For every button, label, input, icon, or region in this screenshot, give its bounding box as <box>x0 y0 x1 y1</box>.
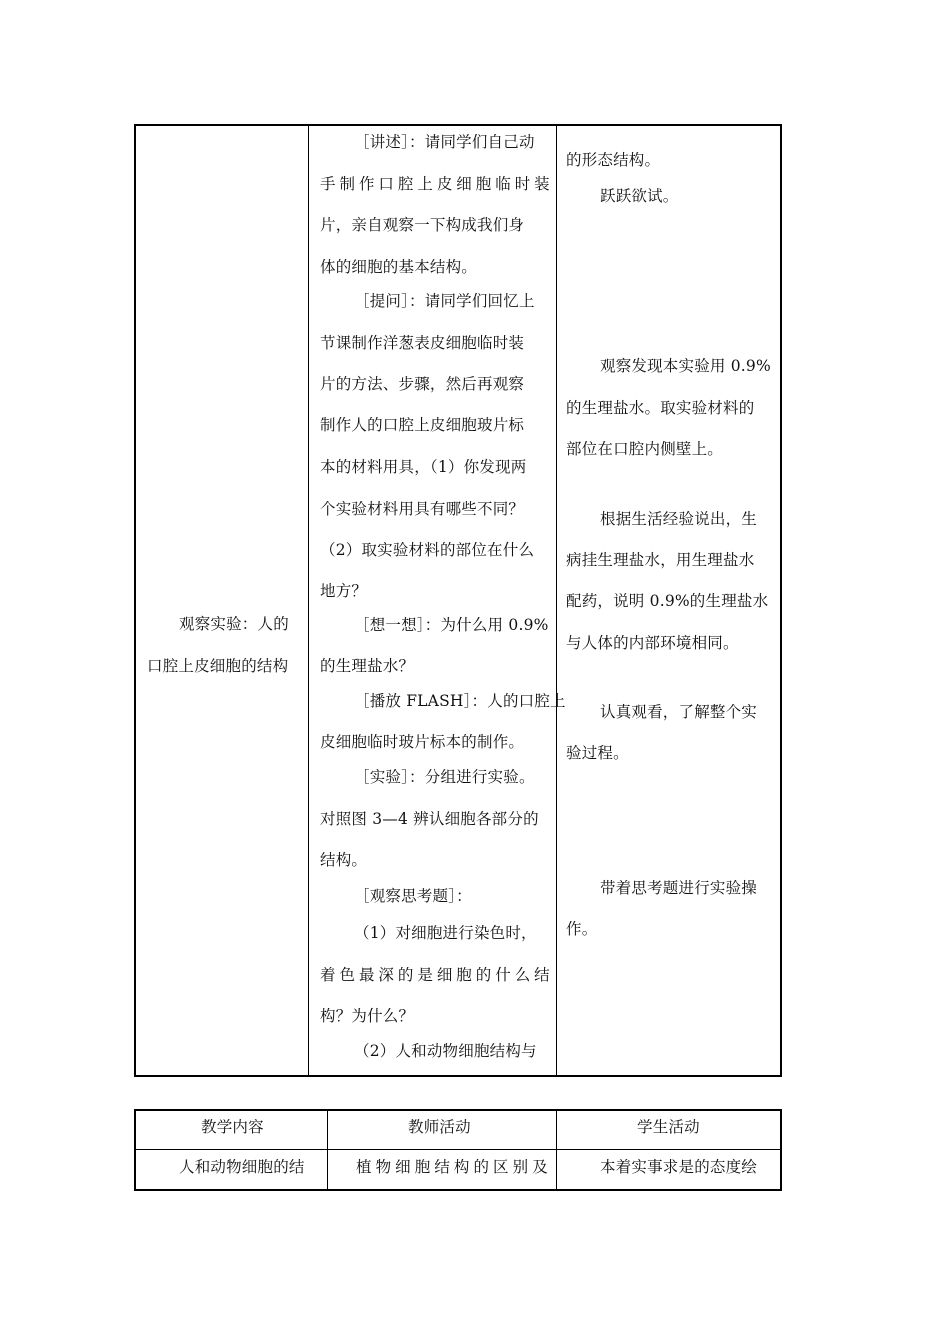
teacher-line: ［观察思考题］： <box>354 887 472 905</box>
teacher-line: 个实验材料用具有哪些不同？ <box>320 500 525 518</box>
teacher-line: 构？为什么？ <box>320 1007 415 1025</box>
header-teaching-content <box>136 1111 327 1149</box>
teacher-line: （2）人和动物细胞结构与 <box>354 1042 537 1060</box>
student-line: 部位在口腔内侧壁上。 <box>566 440 724 458</box>
teacher-line: 皮细胞临时玻片标本的制作。 <box>320 733 525 751</box>
header-student-activity <box>557 1111 782 1149</box>
row-text: 人和动物细胞的结 <box>179 1158 305 1176</box>
student-line: 认真观看，了解整个实 <box>600 703 758 721</box>
teacher-line: 片的方法、步骤，然后再观察 <box>320 375 525 393</box>
header-teacher-activity <box>328 1111 556 1149</box>
student-activity-cell <box>557 126 782 1075</box>
student-line: 作。 <box>566 920 598 938</box>
student-line: 带着思考题进行实验操 <box>600 879 758 897</box>
teacher-line: 对照图 3—4 辨认细胞各部分的 <box>320 810 539 828</box>
teacher-line: 手 制 作 口 腔 上 皮 细 胞 临 时 装 <box>320 175 550 193</box>
student-line: 观察发现本实验用 0.9% <box>600 357 771 375</box>
teacher-line: 片，亲自观察一下构成我们身 <box>320 216 525 234</box>
teacher-line: （2）取实验材料的部位在什么 <box>320 541 535 559</box>
lesson-table-continued <box>134 1109 782 1191</box>
header-label: 学生活动 <box>637 1118 700 1136</box>
lesson-table <box>134 124 782 1077</box>
header-label: 教师活动 <box>408 1118 471 1136</box>
student-line: 配药，说明 0.9%的生理盐水 <box>566 592 769 610</box>
teacher-line: ［想一想］：为什么用 0.9% <box>354 616 549 634</box>
content-line: 观察实验：人的 <box>179 615 289 633</box>
teacher-line: 地方？ <box>320 582 368 600</box>
teacher-line: 的生理盐水？ <box>320 657 415 675</box>
teaching-content-cell <box>136 126 308 1075</box>
student-line: 根据生活经验说出，生 <box>600 510 758 528</box>
teacher-line: ［播放 FLASH］：人的口腔上 <box>354 692 566 710</box>
teacher-line: （1）对细胞进行染色时， <box>354 924 537 942</box>
teacher-line: ［实验］：分组进行实验。 <box>354 768 535 786</box>
teacher-line: 结构。 <box>320 851 368 869</box>
teacher-line: 着 色 最 深 的 是 细 胞 的 什 么 结 <box>320 966 550 984</box>
student-line: 病挂生理盐水，用生理盐水 <box>566 551 755 569</box>
student-line: 的生理盐水。取实验材料的 <box>566 399 755 417</box>
row-text: 本着实事求是的态度绘 <box>600 1158 758 1176</box>
teacher-line: 制作人的口腔上皮细胞玻片标 <box>320 416 525 434</box>
teacher-line: 节课制作洋葱表皮细胞临时装 <box>320 334 525 352</box>
teacher-line: 体的细胞的基本结构。 <box>320 258 478 276</box>
row-teacher-activity <box>328 1150 556 1190</box>
teacher-line: 本的材料用具，（1）你发现两 <box>320 458 527 476</box>
teacher-line: ［提问］：请同学们回忆上 <box>354 292 535 310</box>
student-line: 与人体的内部环境相同。 <box>566 634 739 652</box>
teacher-line: ［讲述］：请同学们自己动 <box>354 133 535 151</box>
student-line: 的形态结构。 <box>566 151 661 169</box>
content-line: 口腔上皮细胞的结构 <box>147 657 289 675</box>
teacher-activity-cell <box>309 126 566 1075</box>
student-line: 验过程。 <box>566 744 629 762</box>
row-teaching-content <box>136 1150 327 1190</box>
student-line: 跃跃欲试。 <box>600 187 679 205</box>
row-text: 植 物 细 胞 结 构 的 区 别 及 <box>356 1158 548 1176</box>
row-student-activity <box>557 1150 782 1190</box>
header-label: 教学内容 <box>201 1118 264 1136</box>
